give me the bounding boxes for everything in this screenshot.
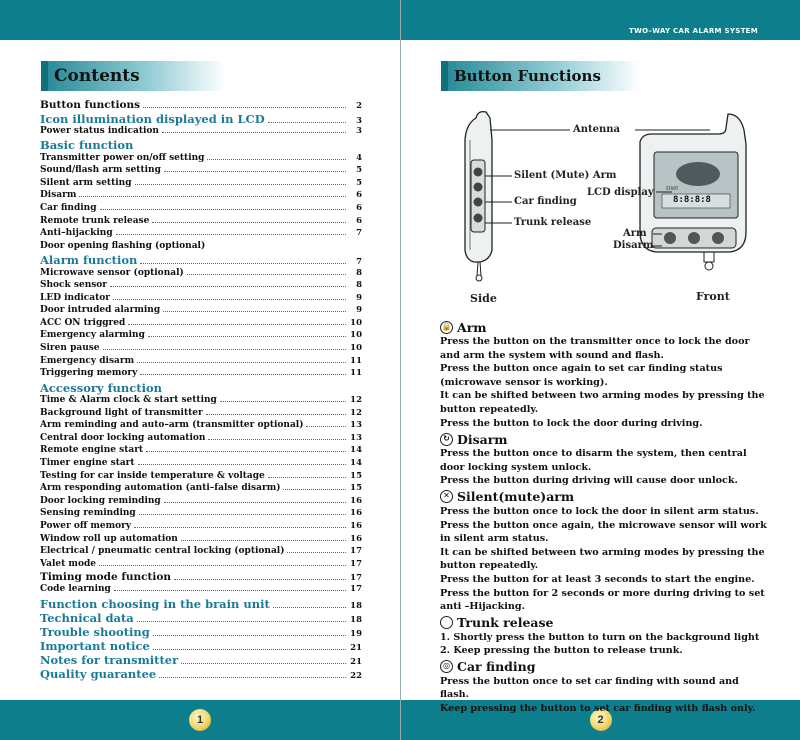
- toc-entry-label: Remote engine start: [40, 445, 144, 456]
- page-number-badge: 1: [189, 709, 211, 731]
- toc-entry: [40, 584, 362, 597]
- trunk-icon: [440, 616, 453, 629]
- toc-entry-label: Important notice: [40, 639, 150, 654]
- toc-page-number: 10: [350, 343, 362, 354]
- toc-section-heading: [40, 625, 362, 639]
- toc-page-number: 6: [356, 202, 362, 213]
- toc-leader-dots: [100, 209, 346, 210]
- section-heading-text: Arm: [457, 319, 487, 335]
- toc-section-heading: [40, 597, 362, 611]
- section-paragraph: Press the button once to set car finding with sound and flash.: [440, 675, 739, 701]
- toc-leader-dots: [79, 196, 346, 197]
- toc-page-number: 9: [356, 305, 362, 316]
- toc-entry: [40, 318, 362, 331]
- arm-label: Arm: [623, 228, 647, 239]
- silent-arm-label: Silent (Mute) Arm: [514, 170, 617, 181]
- toc-page-number: 6: [356, 190, 362, 201]
- toc-entry-label: Door opening flashing (optional): [40, 240, 206, 251]
- section-paragraph: Press the button once to disarm the system, then central door locking system unlock.: [440, 448, 747, 473]
- button-functions-body: [440, 318, 770, 716]
- toc-leader-dots: [220, 401, 346, 402]
- section-heading-text: Trunk release: [457, 615, 554, 631]
- toc-leader-dots: [268, 122, 346, 123]
- toc-leader-dots: [153, 635, 346, 636]
- toc-entry-label: Trouble shooting: [40, 624, 150, 639]
- page-number-badge: 2: [590, 709, 612, 731]
- toc-page-number: 5: [356, 165, 362, 176]
- toc-entry-label: Accessory function: [40, 380, 162, 395]
- section-paragraph: 2. Keep pressing the button to release trunk.: [440, 645, 683, 657]
- contents-title: Contents: [54, 66, 140, 86]
- toc-entry-label: Sensing reminding: [40, 508, 136, 519]
- toc-page-number: 3: [356, 125, 362, 136]
- toc-entry-label: Window roll up automation: [40, 533, 178, 544]
- section-paragraph: Press the button for at least 3 seconds to start the engine.: [440, 573, 755, 585]
- toc-entry: [40, 153, 362, 166]
- toc-entry: [40, 190, 362, 203]
- toc-page-number: 7: [356, 257, 362, 268]
- section-paragraph: 1. Shortly press the button to turn on the background light: [440, 631, 760, 643]
- side-caption: Side: [470, 292, 497, 305]
- toc-page-number: 16: [350, 520, 362, 531]
- toc-section-heading: [40, 138, 362, 152]
- toc-entry: [40, 293, 362, 306]
- toc-entry: [40, 546, 362, 559]
- lcd-start-label: START: [666, 186, 679, 191]
- toc-entry-label: Power off memory: [40, 520, 132, 531]
- toc-entry-label: Triggering memory: [40, 368, 138, 379]
- toc-page-number: 12: [350, 395, 362, 406]
- toc-leader-dots: [207, 159, 346, 160]
- trunk-release-label: Trunk release: [514, 217, 592, 228]
- toc-entry: [40, 343, 362, 356]
- toc-entry-label: Button functions: [40, 99, 141, 111]
- toc-page-number: 17: [350, 573, 362, 584]
- toc-section-heading: [40, 653, 362, 667]
- toc-entry: [40, 445, 362, 458]
- toc-page-number: 3: [356, 115, 362, 126]
- toc-entry: [40, 496, 362, 509]
- toc-entry-label: Remote trunk release: [40, 215, 150, 226]
- toc-entry: [40, 330, 362, 343]
- toc-entry: [40, 471, 362, 484]
- section-heading: [440, 431, 770, 447]
- toc-entry-label: Testing for car inside temperature & voltage: [40, 470, 265, 481]
- toc-entry: [40, 228, 362, 241]
- toc-page-number: 13: [350, 432, 362, 443]
- toc-entry: [40, 483, 362, 496]
- toc-entry-label: Time & Alarm clock & start setting: [40, 395, 217, 406]
- toc-entry-label: Anti–hijacking: [40, 228, 113, 239]
- toc-entry: [40, 216, 362, 229]
- toc-entry-label: Arm responding automation (anti–false disarm): [40, 483, 281, 494]
- table-of-contents: [40, 99, 362, 682]
- left-bottom-bar: [0, 700, 400, 740]
- toc-page-number: 21: [350, 643, 362, 654]
- toc-entry-label: LED indicator: [40, 292, 111, 303]
- toc-section-heading: [40, 253, 362, 267]
- toc-section-heading: [40, 639, 362, 653]
- toc-page-number: 6: [356, 215, 362, 226]
- toc-entry-label: Transmitter power on/off setting: [40, 152, 205, 163]
- toc-entry: [40, 534, 362, 547]
- toc-leader-dots: [306, 426, 346, 427]
- section-heading-text: Disarm: [457, 431, 508, 447]
- section-paragraph: It can be shifted between two arming modes by pressing the button repeatedly.: [440, 546, 765, 572]
- toc-leader-dots: [137, 621, 346, 622]
- toc-leader-dots: [268, 477, 346, 478]
- section-paragraph: Press the button once again, the microwave sensor will work in silent arm status.: [440, 519, 767, 545]
- toc-leader-dots: [164, 171, 346, 172]
- toc-entry-label: Electrical / pneumatic central locking (optional): [40, 546, 285, 557]
- front-view-remote: [640, 114, 746, 270]
- toc-page-number: 11: [350, 368, 362, 379]
- toc-page-number: 16: [350, 508, 362, 519]
- toc-entry-label: Basic function: [40, 138, 134, 153]
- toc-entry: [40, 408, 362, 421]
- toc-leader-dots: [140, 263, 346, 264]
- toc-page-number: 2: [356, 101, 362, 111]
- toc-leader-dots: [114, 590, 346, 591]
- disarm-label: Disarm: [613, 240, 654, 251]
- toc-entry-label: Power status indication: [40, 125, 159, 136]
- toc-entry-label: Door intruded alarming: [40, 305, 161, 316]
- toc-entry: [40, 508, 362, 521]
- toc-entry-label: Arm reminding and auto–arm (transmitter optional): [40, 420, 304, 431]
- toc-page-number: 10: [350, 330, 362, 341]
- toc-entry-label: Shock sensor: [40, 280, 108, 291]
- toc-page-number: 18: [350, 614, 362, 625]
- toc-page-number: 14: [350, 458, 362, 468]
- toc-page-number: 14: [350, 445, 362, 456]
- toc-section-heading: [40, 112, 362, 126]
- toc-page-number: 22: [350, 671, 362, 682]
- toc-entry-label: Technical data: [40, 610, 134, 625]
- toc-leader-dots: [148, 336, 346, 337]
- toc-entry: [40, 178, 362, 191]
- toc-entry: [40, 571, 362, 584]
- toc-page-number: 12: [350, 407, 362, 418]
- toc-leader-dots: [146, 451, 346, 452]
- toc-entry-label: ACC ON triggred: [40, 317, 126, 328]
- toc-entry: [40, 559, 362, 572]
- toc-entry: [40, 165, 362, 178]
- toc-entry-label: Door locking reminding: [40, 495, 161, 506]
- toc-page-number: 10: [350, 317, 362, 328]
- section-heading: [440, 615, 770, 631]
- toc-section-heading: [40, 381, 362, 395]
- toc-page-number: 8: [356, 280, 362, 291]
- toc-entry-label: Timing mode function: [40, 571, 171, 584]
- toc-leader-dots: [134, 527, 346, 528]
- toc-entry: [40, 521, 362, 534]
- section-paragraph: Press the button to lock the door during driving.: [440, 417, 703, 429]
- toc-leader-dots: [116, 234, 346, 235]
- toc-entry: [40, 241, 362, 254]
- toc-entry: [40, 356, 362, 369]
- toc-page-number: 5: [356, 177, 362, 188]
- toc-leader-dots: [283, 489, 346, 490]
- toc-entry: [40, 203, 362, 216]
- lock-icon: 🔒: [440, 321, 453, 334]
- toc-entry-label: Central door locking automation: [40, 432, 206, 443]
- mute-icon: ✕: [440, 490, 453, 503]
- toc-leader-dots: [153, 649, 346, 650]
- toc-entry-label: Code learning: [40, 583, 111, 594]
- toc-page-number: 11: [350, 355, 362, 366]
- section-paragraph: It can be shifted between two arming modes by pressing the button repeatedly.: [440, 390, 765, 415]
- front-caption: Front: [696, 290, 730, 303]
- toc-entry-label: Valet mode: [40, 558, 96, 569]
- toc-page-number: 15: [350, 470, 362, 481]
- toc-leader-dots: [181, 663, 346, 664]
- toc-entry-label: Microwave sensor (optional): [40, 267, 184, 278]
- toc-entry-label: Alarm function: [40, 253, 138, 268]
- toc-entry-label: Car finding: [40, 202, 97, 213]
- section-heading: [440, 319, 770, 335]
- right-top-bar: [401, 0, 800, 40]
- toc-leader-dots: [187, 274, 346, 275]
- toc-leader-dots: [164, 502, 346, 503]
- button-functions-title-box: [441, 61, 641, 91]
- toc-leader-dots: [181, 540, 346, 541]
- toc-entry: [40, 368, 362, 381]
- toc-leader-dots: [152, 222, 346, 223]
- toc-entry-label: Quality guarantee: [40, 667, 157, 682]
- toc-section-heading: [40, 667, 362, 681]
- toc-entry: [40, 458, 362, 471]
- section-heading: [440, 659, 770, 675]
- toc-leader-dots: [162, 132, 346, 133]
- toc-page-number: 13: [350, 420, 362, 431]
- toc-page-number: 19: [350, 628, 362, 639]
- toc-entry-label: Icon illumination displayed in LCD: [40, 111, 265, 126]
- toc-entry-label: Sound/flash arm setting: [40, 165, 161, 176]
- car-find-icon: ◎: [440, 660, 453, 673]
- toc-leader-dots: [139, 514, 346, 515]
- toc-leader-dots: [140, 374, 346, 375]
- transmitter-diagram: [440, 100, 780, 315]
- toc-entry-label: Notes for transmitter: [40, 653, 179, 668]
- toc-page-number: 16: [350, 495, 362, 506]
- toc-page-number: 17: [350, 583, 362, 594]
- section-paragraph: Press the button on the transmitter once to lock the door and arm the system with sound and flash.: [440, 336, 750, 361]
- lcd-display-label: LCD display: [587, 187, 654, 198]
- toc-entry-label: Timer engine start: [40, 458, 135, 468]
- toc-page-number: 9: [356, 292, 362, 303]
- toc-page-number: 18: [350, 600, 362, 611]
- toc-entry-label: Emergency disarm: [40, 355, 135, 366]
- toc-leader-dots: [159, 677, 346, 678]
- section-heading: [440, 489, 770, 505]
- toc-leader-dots: [287, 552, 346, 553]
- button-functions-title: Button Functions: [454, 67, 601, 85]
- toc-entry-label: Silent arm setting: [40, 177, 132, 188]
- toc-leader-dots: [206, 414, 346, 415]
- toc-entry: [40, 268, 362, 281]
- toc-page-number: 17: [350, 546, 362, 557]
- toc-page-number: 8: [356, 267, 362, 278]
- toc-page-number: 15: [350, 483, 362, 494]
- section-heading-text: Car finding: [457, 659, 536, 675]
- toc-page-number: 21: [350, 657, 362, 668]
- toc-leader-dots: [208, 439, 346, 440]
- toc-entry-label: Emergency alarming: [40, 330, 145, 341]
- section-paragraph: Press the button during driving will cause door unlock.: [440, 475, 738, 487]
- section-paragraph: Press the button once again to set car finding status (microwave sensor is working).: [440, 363, 723, 388]
- toc-entry: [40, 126, 362, 139]
- toc-leader-dots: [138, 464, 346, 465]
- toc-entry-label: Background light of transmitter: [40, 407, 203, 418]
- car-finding-label: Car finding: [514, 196, 577, 207]
- section-paragraph: Keep pressing the button to set car finding with flash only.: [440, 703, 756, 715]
- toc-entry: [40, 395, 362, 408]
- toc-leader-dots: [99, 565, 346, 566]
- toc-leader-dots: [273, 607, 346, 608]
- toc-page-number: 4: [356, 152, 362, 163]
- toc-entry: [40, 305, 362, 318]
- contents-title-box: [41, 61, 226, 91]
- unlock-icon: ↻: [440, 433, 453, 446]
- section-paragraph: Press the button for 2 seconds or more during driving to set anti –Hijacking.: [440, 587, 765, 613]
- toc-entry-label: Siren pause: [40, 343, 100, 354]
- running-header: TWO–WAY CAR ALARM SYSTEM: [629, 27, 758, 35]
- section-paragraph: Press the button once to lock the door in silent arm status.: [440, 505, 759, 517]
- toc-entry: [40, 433, 362, 446]
- toc-entry: [40, 420, 362, 433]
- toc-entry: [40, 99, 362, 112]
- lcd-time-readout: 8:8:8:8: [673, 195, 711, 205]
- toc-leader-dots: [143, 107, 346, 108]
- toc-leader-dots: [113, 299, 346, 300]
- toc-entry: [40, 280, 362, 293]
- toc-page-number: 7: [356, 228, 362, 239]
- toc-leader-dots: [163, 311, 346, 312]
- toc-page-number: 17: [350, 558, 362, 569]
- toc-leader-dots: [103, 349, 346, 350]
- toc-entry-label: Function choosing in the brain unit: [40, 596, 270, 611]
- toc-section-heading: [40, 611, 362, 625]
- toc-leader-dots: [110, 286, 346, 287]
- toc-leader-dots: [174, 579, 346, 580]
- left-top-bar: [0, 0, 400, 40]
- side-view-remote: [465, 112, 492, 281]
- antenna-label: Antenna: [573, 124, 621, 135]
- toc-entry-label: Disarm: [40, 190, 77, 201]
- toc-leader-dots: [135, 184, 347, 185]
- toc-page-number: 16: [350, 533, 362, 544]
- toc-leader-dots: [128, 324, 346, 325]
- toc-leader-dots: [137, 362, 346, 363]
- section-heading-text: Silent(mute)arm: [457, 489, 575, 505]
